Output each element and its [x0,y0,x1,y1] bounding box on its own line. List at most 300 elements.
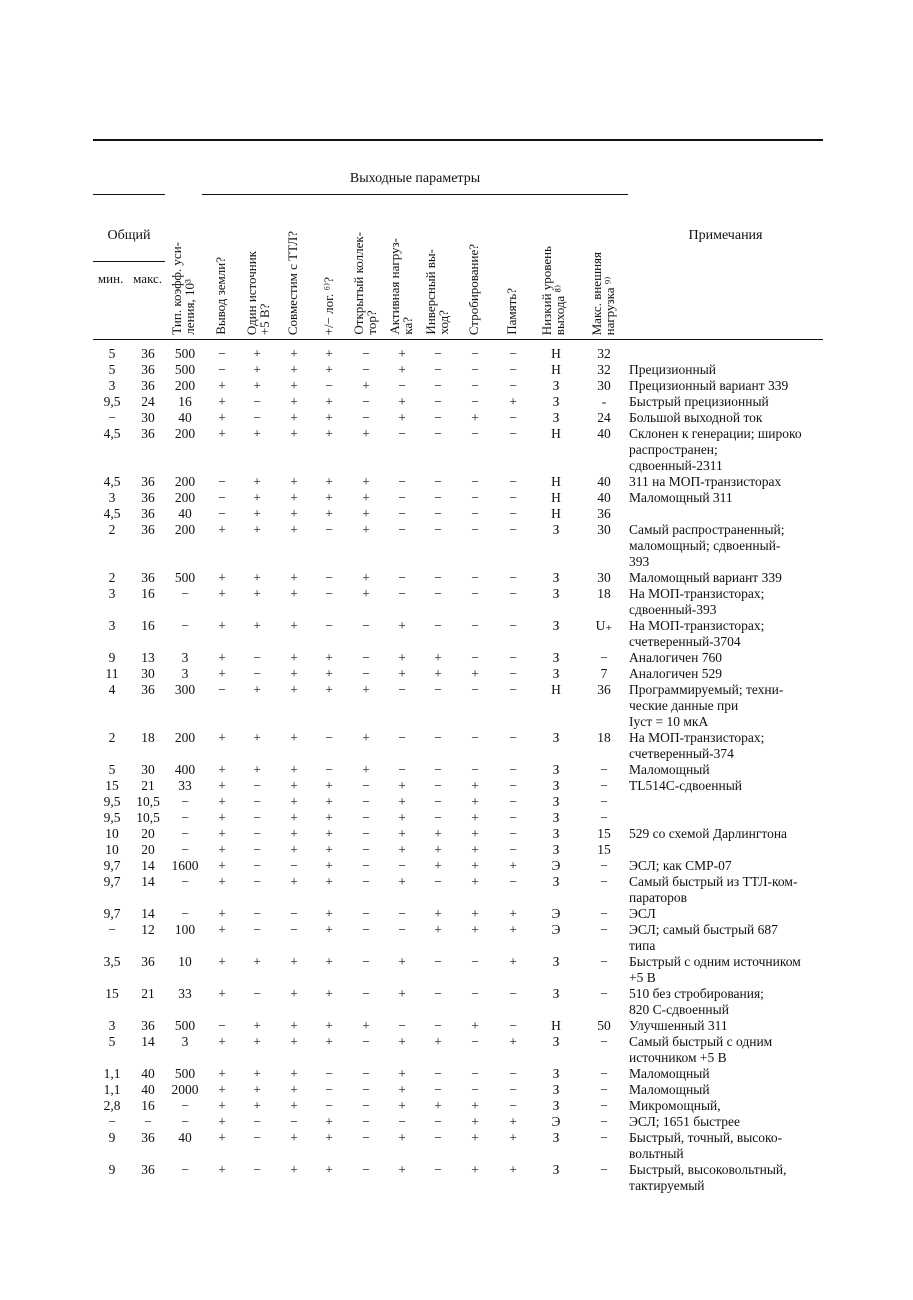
note-cell: TL514C-сдвоенный [629,778,743,793]
max-supply-cell: 36 [141,490,155,505]
flag-cell: + [398,346,406,361]
flag-cell: + [325,922,333,937]
flag-cell: − [362,410,370,425]
flag-cell: − [398,1114,406,1129]
min-supply-cell: 5 [108,346,116,361]
flag-cell: + [218,586,226,601]
flag-cell: + [218,794,226,809]
gain-cell: − [181,874,189,889]
low-level-cell: З [552,618,560,633]
flag-cell: + [325,874,333,889]
flag-cell: − [471,618,479,633]
min-supply-cell: 5 [108,1034,116,1049]
min-supply-cell: 9,5 [103,794,121,809]
table-row [0,362,913,378]
flag-cell: − [509,650,517,665]
flag-cell: − [509,730,517,745]
gain-cell: 3 [181,666,189,681]
low-level-cell: З [552,522,560,537]
gain-cell: − [181,794,189,809]
flag-cell: − [509,826,517,841]
table-row [0,1114,913,1130]
max-supply-cell: 16 [141,586,155,601]
flag-cell: − [362,858,370,873]
table-row [0,1066,913,1082]
flag-cell: + [290,874,298,889]
flag-cell: + [218,1114,226,1129]
max-load-cell: − [600,1130,608,1145]
flag-cell: + [398,1130,406,1145]
gain-header: Тип. коэфф. уси- ления, 10³ [169,242,197,335]
flag-cell: − [398,906,406,921]
note-cell: Маломощный [629,1082,710,1097]
low-level-cell: З [552,842,560,857]
note-cell: 529 со схемой Дарлингтона [629,826,788,841]
flag-cell: + [218,650,226,665]
low-level-cell: З [552,378,560,393]
flag-cell: + [218,858,226,873]
flag-cell: − [398,922,406,937]
top-rule [93,139,823,141]
flag-cell: + [218,954,226,969]
max-load-cell: 30 [597,570,611,585]
flag-cell: + [325,826,333,841]
low-level-cell: Э [551,858,561,873]
low-level-cell: Н [551,490,561,505]
gain-cell: 33 [178,778,192,793]
max-load-cell: − [600,762,608,777]
flag-cell: − [434,506,442,521]
flag-cell: − [325,570,333,585]
flag-cell: + [434,858,442,873]
flag-cell: + [509,922,517,937]
flag-cell: + [290,618,298,633]
flag-cell: + [253,506,261,521]
flag-cell: + [290,794,298,809]
max-load-cell: − [600,922,608,937]
table-body [0,346,913,1194]
flag-cell: − [509,586,517,601]
flag-cell: − [290,858,298,873]
flag-cell: − [325,1098,333,1113]
group-rule [202,194,628,195]
flag-cell: + [325,506,333,521]
min-supply-cell: 10 [105,842,119,857]
flag-cell: − [509,682,517,697]
gain-cell: 10 [178,954,192,969]
flag-cell: + [218,1162,226,1177]
flag-cell: + [290,410,298,425]
flag-cell: − [325,586,333,601]
table-row [0,778,913,794]
gain-cell: 40 [178,1130,192,1145]
table-row [0,666,913,682]
flag-cell: + [509,394,517,409]
max-load-cell: − [600,810,608,825]
max-supply-cell: 14 [141,1034,155,1049]
flag-cell: − [362,1082,370,1097]
flag-cell: + [218,522,226,537]
strobe-header: Стробирование? [466,243,481,335]
note-cell: Микромощный, [629,1098,721,1113]
flag-cell: − [471,378,479,393]
low-level-cell: Э [551,922,561,937]
min-supply-cell: 9,7 [103,874,121,889]
flag-cell: − [471,954,479,969]
flag-cell: − [290,1114,298,1129]
max-supply-cell: 10,5 [136,810,160,825]
flag-cell: + [325,1034,333,1049]
flag-cell: − [434,522,442,537]
flag-cell: − [325,762,333,777]
flag-cell: + [325,810,333,825]
table-row [0,1082,913,1098]
flag-cell: − [362,650,370,665]
flag-cell: + [471,922,479,937]
note-cell: Маломощный 311 [629,490,733,505]
flag-cell: − [398,490,406,505]
flag-cell: + [218,1098,226,1113]
flag-cell: − [434,586,442,601]
flag-cell: + [253,570,261,585]
note-cell: Прецизионный вариант 339 [629,378,789,393]
gain-cell: − [181,826,189,841]
min-supply-cell: 3 [108,586,116,601]
table-row [0,1034,913,1066]
low-level-cell: Э [551,906,561,921]
flag-cell: + [253,378,261,393]
flag-cell: − [434,1162,442,1177]
min-supply-cell: 1,1 [103,1066,121,1081]
flag-cell: + [218,874,226,889]
flag-cell: + [325,490,333,505]
flag-cell: − [509,490,517,505]
flag-cell: − [509,1066,517,1081]
flag-cell: + [218,666,226,681]
table-row [0,474,913,490]
flag-cell: − [471,986,479,1001]
note-cell: Быстрый с одним источником +5 В [629,954,801,985]
flag-cell: − [434,794,442,809]
max-load-cell: 15 [597,842,611,857]
table-row [0,346,913,362]
flag-cell: − [362,874,370,889]
flag-cell: − [253,666,261,681]
max-load-cell: − [600,858,608,873]
flag-cell: + [218,570,226,585]
flag-cell: + [471,778,479,793]
max-load-cell: 40 [597,426,611,441]
flag-cell: − [434,682,442,697]
flag-cell: − [325,1066,333,1081]
flag-cell: − [362,346,370,361]
flag-cell: + [398,666,406,681]
flag-cell: − [509,842,517,857]
flag-cell: − [471,586,479,601]
gain-cell: 40 [178,506,192,521]
flag-cell: + [471,794,479,809]
min-supply-cell: 3 [108,490,116,505]
flag-cell: + [253,1018,261,1033]
flag-cell: − [471,474,479,489]
flag-cell: + [290,1082,298,1097]
gain-cell: 33 [178,986,192,1001]
open-collector-header: Открытый коллек- тор? [351,232,379,335]
min-header: мин. [97,271,124,286]
flag-cell: − [509,874,517,889]
max-load-cell: − [600,1082,608,1097]
gain-cell: − [181,618,189,633]
min-supply-cell: − [108,410,116,425]
note-cell: Маломощный [629,1066,710,1081]
flag-cell: − [253,778,261,793]
flag-cell: + [218,378,226,393]
max-load-cell: 18 [597,730,611,745]
table-row [0,730,913,762]
flag-cell: − [509,1018,517,1033]
flag-cell: + [253,522,261,537]
flag-cell: − [362,1066,370,1081]
flag-cell: + [290,1162,298,1177]
flag-cell: + [253,586,261,601]
max-load-cell: − [600,906,608,921]
table-row [0,954,913,986]
table-row [0,986,913,1018]
max-supply-cell: 36 [141,1018,155,1033]
flag-cell: − [325,1082,333,1097]
table-row [0,810,913,826]
flag-cell: + [362,490,370,505]
flag-cell: − [362,1162,370,1177]
flag-cell: + [290,730,298,745]
max-supply-cell: 36 [141,506,155,521]
min-supply-cell: 4,5 [103,426,121,441]
note-cell: Маломощный [629,762,710,777]
flag-cell: + [471,1098,479,1113]
max-load-cell: 36 [597,506,611,521]
min-supply-cell: 15 [105,778,119,793]
flag-cell: − [218,490,226,505]
low-level-cell: З [552,1066,560,1081]
note-cell: Аналогичен 760 [629,650,722,665]
common-rule-top [93,194,165,195]
note-cell: Маломощный вариант 339 [629,570,782,585]
flag-cell: + [253,762,261,777]
flag-cell: − [398,378,406,393]
gain-cell: 16 [178,394,192,409]
flag-cell: − [362,1130,370,1145]
low-level-cell: З [552,666,560,681]
note-cell: Быстрый прецизионный [629,394,769,409]
low-level-cell: З [552,826,560,841]
flag-cell: − [434,762,442,777]
flag-cell: − [434,394,442,409]
note-cell: На МОП-транзисторах; счетверенный-3704 [629,618,765,649]
flag-cell: + [253,362,261,377]
max-load-cell: 7 [600,666,608,681]
flag-cell: + [290,810,298,825]
flag-cell: − [218,346,226,361]
flag-cell: + [471,1114,479,1129]
inverse-output-header: Инверсный вы- ход? [423,249,451,335]
flag-cell: + [398,650,406,665]
flag-cell: + [325,426,333,441]
min-supply-cell: 9 [108,650,116,665]
min-supply-cell: 9 [108,1130,116,1145]
min-supply-cell: 3 [108,618,116,633]
flag-cell: + [509,1034,517,1049]
max-supply-cell: 21 [141,778,155,793]
min-max-header [93,271,167,287]
max-supply-cell: 14 [141,858,155,873]
low-level-cell: З [552,954,560,969]
flag-cell: − [509,426,517,441]
flag-cell: + [471,810,479,825]
flag-cell: + [218,810,226,825]
flag-cell: − [509,570,517,585]
flag-cell: − [434,954,442,969]
flag-cell: + [290,986,298,1001]
flag-cell: + [218,394,226,409]
flag-cell: − [362,1114,370,1129]
max-supply-cell: 30 [141,762,155,777]
flag-cell: + [471,410,479,425]
flag-cell: + [434,1098,442,1113]
flag-cell: + [398,842,406,857]
flag-cell: − [434,618,442,633]
flag-cell: − [253,986,261,1001]
flag-cell: − [398,858,406,873]
max-supply-cell: 14 [141,906,155,921]
flag-cell: − [253,874,261,889]
min-supply-cell: 9,7 [103,858,121,873]
gain-cell: 500 [174,1066,196,1081]
low-level-cell: З [552,394,560,409]
flag-cell: − [253,826,261,841]
low-level-cell: З [552,794,560,809]
flag-cell: − [509,346,517,361]
flag-cell: + [362,474,370,489]
flag-cell: − [509,506,517,521]
low-level-cell: З [552,1130,560,1145]
max-load-cell: 15 [597,826,611,841]
gain-cell: − [181,1114,189,1129]
max-load-cell: 50 [597,1018,611,1033]
flag-cell: − [325,522,333,537]
flag-cell: + [218,730,226,745]
flag-cell: + [290,426,298,441]
flag-cell: + [325,842,333,857]
min-supply-cell: − [108,1114,116,1129]
flag-cell: − [253,1162,261,1177]
gain-cell: 200 [174,522,196,537]
flag-cell: + [434,650,442,665]
flag-cell: − [509,410,517,425]
low-level-cell: Н [551,1018,561,1033]
low-level-cell: Н [551,474,561,489]
low-level-cell: З [552,778,560,793]
note-cell: Прецизионный [629,362,716,377]
ttl-header: Совместим с ТТЛ? [285,230,300,335]
table-row [0,858,913,874]
min-supply-cell: 9,5 [103,394,121,409]
flag-cell: − [362,842,370,857]
table-row [0,762,913,778]
flag-cell: + [325,1130,333,1145]
note-cell: Быстрый, точный, высоко- вольтный [629,1130,783,1161]
max-supply-cell: 36 [141,522,155,537]
common-rule [93,261,165,262]
table-row [0,490,913,506]
flag-cell: − [362,810,370,825]
max-supply-cell: 14 [141,874,155,889]
flag-cell: − [434,474,442,489]
flag-cell: + [398,810,406,825]
min-supply-cell: 4,5 [103,506,121,521]
gain-cell: 500 [174,362,196,377]
flag-cell: − [253,922,261,937]
flag-cell: + [253,490,261,505]
flag-cell: + [325,954,333,969]
low-level-cell: З [552,650,560,665]
flag-cell: − [218,362,226,377]
note-cell: ЭСЛ [629,906,656,921]
flag-cell: + [253,682,261,697]
note-cell: Быстрый, высоковольтный, тактируемый [629,1162,787,1193]
flag-cell: − [362,618,370,633]
flag-cell: + [218,1082,226,1097]
flag-cell: − [471,1034,479,1049]
flag-cell: + [398,986,406,1001]
low-level-cell: З [552,730,560,745]
flag-cell: − [471,1082,479,1097]
flag-cell: + [325,666,333,681]
flag-cell: + [218,410,226,425]
flag-cell: + [290,650,298,665]
flag-cell: + [290,1098,298,1113]
max-load-cell: − [600,986,608,1001]
max-supply-cell: 18 [141,730,155,745]
gain-cell: 1600 [171,858,199,873]
common-header: Общий [107,228,151,243]
gain-cell: 200 [174,378,196,393]
flag-cell: − [471,730,479,745]
min-supply-cell: 4 [108,682,116,697]
flag-cell: + [290,682,298,697]
min-supply-cell: 10 [105,826,119,841]
flag-cell: − [434,570,442,585]
note-cell: Самый распространенный; маломощный; сдвоенный- 393 [629,522,785,569]
min-supply-cell: 2 [108,570,116,585]
max-supply-cell: 30 [141,666,155,681]
flag-cell: + [253,1066,261,1081]
gain-cell: 400 [174,762,196,777]
min-supply-cell: 3 [108,378,116,393]
flag-cell: − [509,474,517,489]
table-row [0,394,913,410]
flag-cell: − [218,506,226,521]
note-cell: 510 без стробирования; 820 С-сдвоенный [629,986,764,1017]
table-row [0,906,913,922]
flag-cell: + [471,858,479,873]
flag-cell: + [362,522,370,537]
flag-cell: + [398,410,406,425]
flag-cell: + [325,906,333,921]
flag-cell: + [471,906,479,921]
flag-cell: − [509,522,517,537]
note-cell: Большой выходной ток [629,410,763,425]
max-load-cell: − [600,650,608,665]
